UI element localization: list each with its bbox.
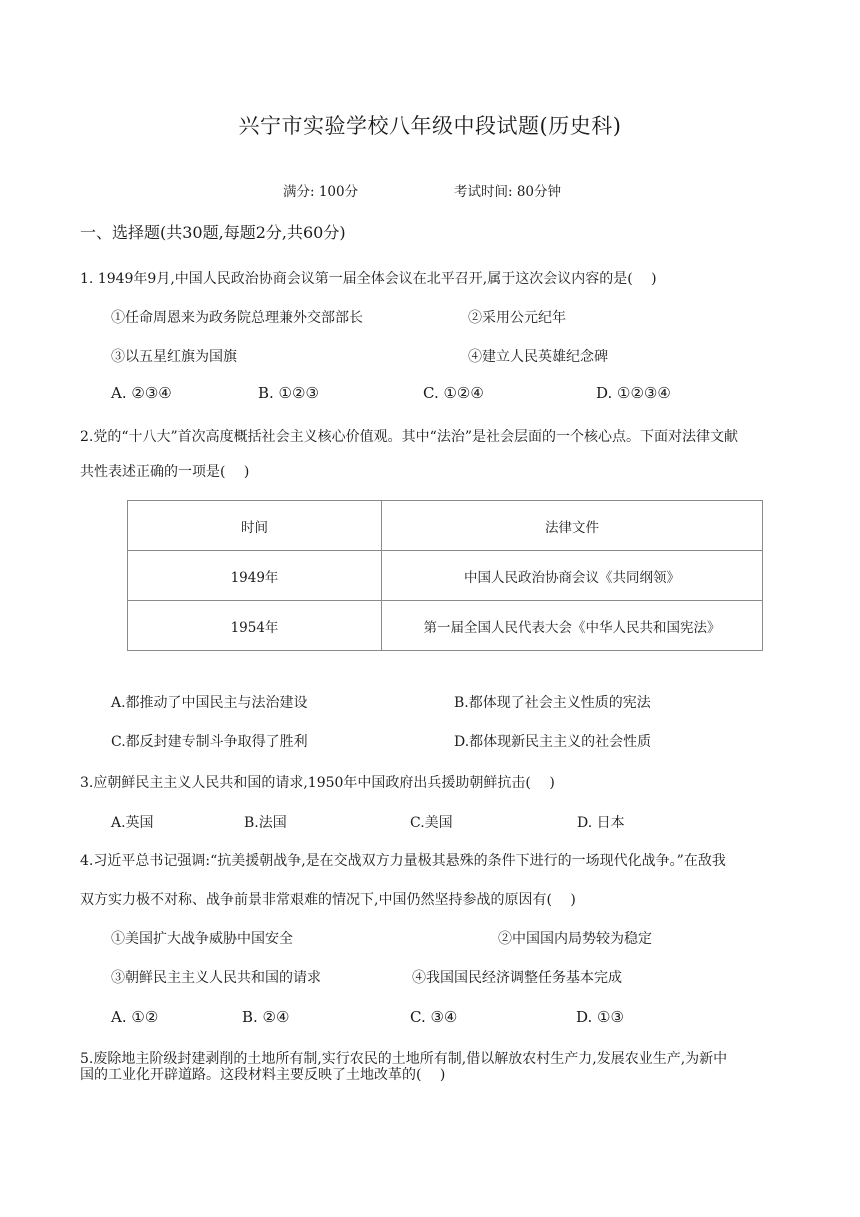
question-1-choice-b[interactable]: B. ①②③ [258,384,319,402]
question-5-stem-line-1: 5.废除地主阶级封建剥削的土地所有制,实行农民的土地所有制,借以解放农村生产力,发展农业生产,为新中 [80,1051,728,1067]
table-row [128,601,763,651]
question-3-choice-b[interactable]: B.法国 [244,815,287,831]
table-cell: 第一届全国人民代表大会《中华人民共和国宪法》 [382,601,763,651]
question-2-choice-b[interactable]: B.都体现了社会主义性质的宪法 [454,695,651,711]
table-header-cell: 法律文件 [382,501,763,551]
table-header-cell: 时间 [128,501,382,551]
question-5-stem-line-2: 国的工业化开辟道路。这段材料主要反映了土地改革的( ) [80,1067,446,1083]
question-4-stem-line-2: 双方实力极不对称、战争前景非常艰难的情况下,中国仍然坚持参战的原因有( ) [80,892,576,908]
table-cell: 1949年 [128,551,382,601]
question-1-choice-a[interactable]: A. ②③④ [111,384,172,402]
question-4-stem-line-1: 4.习近平总书记强调:“抗美援朝战争,是在交战双方力量极其悬殊的条件下进行的一场现代化战争。”在敌我 [80,853,726,869]
law-documents-table [127,500,763,651]
question-1-choice-d[interactable]: D. ①②③④ [596,384,671,402]
question-4-choice-b[interactable]: B. ②④ [242,1008,290,1026]
question-4-item-3: ③朝鲜民主主义人民共和国的请求 [111,970,321,986]
question-4-item-2: ②中国国内局势较为稳定 [498,931,652,947]
question-4-item-4: ④我国国民经济调整任务基本完成 [412,970,622,986]
question-2-choice-c[interactable]: C.都反封建专制斗争取得了胜利 [111,734,308,750]
full-score: 满分: 100分 [283,184,359,200]
table-cell: 1954年 [128,601,382,651]
table-header-row [128,501,763,551]
question-3-choice-a[interactable]: A.英国 [111,815,154,831]
exam-time: 考试时间: 80分钟 [454,184,562,200]
table-row [128,551,763,601]
question-4-item-1: ①美国扩大战争威胁中国安全 [111,931,293,947]
question-3-choice-d[interactable]: D. 日本 [577,815,625,831]
question-1-stem: 1. 1949年9月,中国人民政治协商会议第一届全体会议在北平召开,属于这次会议内容的是( ) [80,271,657,287]
question-1-item-2: ②采用公元纪年 [468,310,566,326]
page-title: 兴宁市实验学校八年级中段试题(历史科) [238,114,622,138]
question-4-choice-d[interactable]: D. ①③ [576,1008,624,1026]
question-2-stem-line-1: 2.党的“十八大”首次高度概括社会主义核心价值观。其中“法治”是社会层面的一个核心点。下面对法律文献 [80,429,738,445]
question-1-choice-c[interactable]: C. ①②④ [423,384,484,402]
question-3-stem: 3.应朝鲜民主主义人民共和国的请求,1950年中国政府出兵援助朝鲜抗击( ) [80,775,555,791]
question-3-choice-c[interactable]: C.美国 [410,815,453,831]
question-1-item-4: ④建立人民英雄纪念碑 [468,349,608,365]
question-1-item-1: ①任命周恩来为政务院总理兼外交部部长 [111,310,363,326]
section-heading: 一、选择题(共30题,每题2分,共60分) [80,223,346,242]
table-cell: 中国人民政治协商会议《共同纲领》 [382,551,763,601]
question-1-item-3: ③以五星红旗为国旗 [111,349,237,365]
question-2-choice-d[interactable]: D.都体现新民主主义的社会性质 [454,734,652,750]
question-4-choice-c[interactable]: C. ③④ [410,1008,458,1026]
question-2-stem-line-2: 共性表述正确的一项是( ) [80,464,250,480]
question-4-choice-a[interactable]: A. ①② [111,1008,159,1026]
question-2-choice-a[interactable]: A.都推动了中国民主与法治建设 [111,695,308,711]
